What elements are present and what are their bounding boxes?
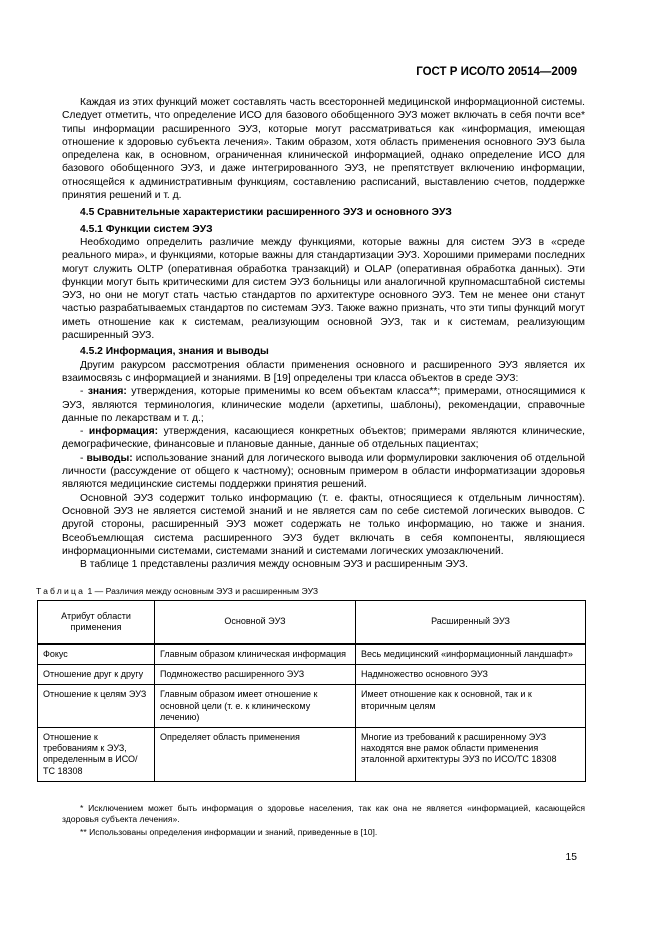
table-cell: Главным образом имеет отношение к основной цели (т. е. к клиническому лечению) bbox=[155, 685, 356, 728]
footnotes bbox=[62, 803, 585, 838]
paragraph: В таблице 1 представлены различия между основным ЭУЗ и расширенным ЭУЗ. bbox=[80, 559, 469, 571]
paragraph: Необходимо определить различие между функциями, которые важны для систем ЭУЗ в «среде реального мира», и функциями, которые важны для стандартизации ЭУЗ. Хорошими примерами последних могут служить OLTP (оперативная обработка транзакций) и OLAP (оперативная обработка данных). Эти функции могут быть критическими для систем ЭУЗ больницы или аналогичной крупномасштабной системы ЭУЗ, но они не могут стать частью стандартов по архитектуре основного ЭУЗ. Тем не менее они станут частью разрабатываемых стандартов по системам ЭУЗ. Также важно признать, что эти типы функций могут иметь отношение как к системам, реализующим основной ЭУЗ, так и к системам, реализующим расширенный ЭУЗ. bbox=[62, 236, 585, 342]
paragraph: Основной ЭУЗ содержит только информацию (т. е. факты, относящиеся к отдельным личностям). Основной ЭУЗ не является системой знаний и не является сам по себе системой логических выводов. С другой стороны, расширенный ЭУЗ может содержать не только информацию, но также и знания. Всеобъемлющая система расширенного ЭУЗ будет включать в себя компоненты, являющиеся информационными системами, системами знаний и системами логических умозаключений. bbox=[62, 492, 585, 557]
footnote: ** Использованы определения информации и знаний, приведенные в [10]. bbox=[80, 827, 378, 837]
list-item-information: - информация: утверждения, касающиеся конкретных объектов; примерами являются клинические, демографические, финансовые и плановые данные, данные об отдельных пациентах; bbox=[62, 426, 585, 451]
table-cell: Надмножество основного ЭУЗ bbox=[356, 665, 586, 685]
paragraph: Другим ракурсом рассмотрения области применения основного и расширенного ЭУЗ является их взаимосвязь с информацией и знаниями. В [19] определены три класса объектов в среде ЭУЗ: bbox=[62, 359, 585, 384]
table-row bbox=[38, 644, 586, 665]
list-item-text: использование знаний для логического вывода или формулировки заключения об отдельной личности (рассуждение от общего к частному); основным примером в области информатизации здоровья являются медицинские системы поддержки принятия решений. bbox=[62, 452, 585, 491]
column-header: Атрибут области применения bbox=[38, 601, 155, 645]
table-cell: Подмножество расширенного ЭУЗ bbox=[155, 665, 356, 685]
table-header-row bbox=[38, 601, 586, 645]
column-header: Основной ЭУЗ bbox=[155, 601, 356, 645]
section-heading-4-5: 4.5 Сравнительные характеристики расширенного ЭУЗ и основного ЭУЗ bbox=[80, 207, 452, 219]
column-header: Расширенный ЭУЗ bbox=[356, 601, 586, 645]
term-knowledge: знания: bbox=[87, 386, 127, 398]
table-caption-label: Таблица bbox=[36, 586, 86, 596]
list-item-inference: - выводы: использование знаний для логического вывода или формулировки заключения об отдельной личности (рассуждение от общего к частному); основным примером в области информатизации здоровья являются медицинские системы поддержки принятия решений. bbox=[62, 452, 585, 491]
page-number: 15 bbox=[565, 852, 577, 863]
table-row bbox=[38, 728, 586, 782]
section-heading-4-5-1: 4.5.1 Функции систем ЭУЗ bbox=[80, 223, 213, 235]
list-item-knowledge: - знания: утверждения, которые применимы ко всем объектам класса**; примерами, относящимися к ЭУЗ, являются терминология, клинические модели (архетипы, шаблоны), рекомендации, справочные данные по лекарствам и т. д.; bbox=[62, 386, 585, 424]
table-cell: Отношение к требованиям к ЭУЗ, определенным в ИСО/ТС 18308 bbox=[38, 728, 155, 782]
document-header: ГОСТ Р ИСО/ТО 20514—2009 bbox=[416, 66, 577, 78]
paragraph: Каждая из этих функций может составлять часть всесторонней медицинской информационной системы. Следует отметить, что определение ИСО для базового обобщенного ЭУЗ может включать в себя почти все* типы информации расширенного ЭУЗ, которые могут рассматриваться как «информация, имеющая отношение к здоровью субъекта лечения». Таким образом, хотя область применения основного ЭУЗ была определена как, в основном, ограниченная клинической информацией, однако определение ИСО для базового обобщенного ЭУЗ, и даже интегрированного ЭУЗ, не препятствует включению информации, относящейся к административным функциям, составлению расписаний, выставлению счетов, поддержке принятия решений и т. д. bbox=[62, 97, 585, 202]
footnote: * Исключением может быть информация о здоровье населения, так как она не является «информацией, касающейся здоровья субъекта лечения». bbox=[62, 803, 585, 824]
table-cell: Весь медицинский «информационный ландшафт» bbox=[356, 644, 586, 665]
body-text bbox=[62, 96, 585, 571]
table-caption-text: 1 — Различия между основным ЭУЗ и расширенным ЭУЗ bbox=[87, 586, 319, 596]
table-cell: Фокус bbox=[38, 644, 155, 665]
list-item-text: утверждения, которые применимы ко всем объектам класса**; примерами, относящимися к ЭУЗ, являются терминология, клинические модели (архетипы, шаблоны), рекомендации, справочные данные по лекарствам и т. д.; bbox=[62, 386, 585, 424]
table-cell: Отношение к целям ЭУЗ bbox=[38, 685, 155, 728]
table-row bbox=[38, 685, 586, 728]
list-item-text: утверждения, касающиеся конкретных объектов; примерами являются клинические, демографические, финансовые и плановые данные, данные об отдельных пациентах; bbox=[62, 426, 585, 451]
term-information: информация: bbox=[88, 426, 159, 438]
comparison-table bbox=[37, 600, 586, 782]
table-cell: Многие из требований к расширенному ЭУЗ находятся вне рамок области применения эталонной архитектуры ЭУЗ по ИСО/ТС 18308 bbox=[356, 728, 586, 782]
table-cell: Определяет область применения bbox=[155, 728, 356, 782]
table-row bbox=[38, 665, 586, 685]
table-caption bbox=[36, 586, 318, 596]
term-inference: выводы: bbox=[86, 452, 133, 464]
section-heading-4-5-2: 4.5.2 Информация, знания и выводы bbox=[80, 346, 269, 358]
table-cell: Отношение друг к другу bbox=[38, 665, 155, 685]
table-cell: Главным образом клиническая информация bbox=[155, 644, 356, 665]
table-cell: Имеет отношение как к основной, так и к вторичным целям bbox=[356, 685, 586, 728]
